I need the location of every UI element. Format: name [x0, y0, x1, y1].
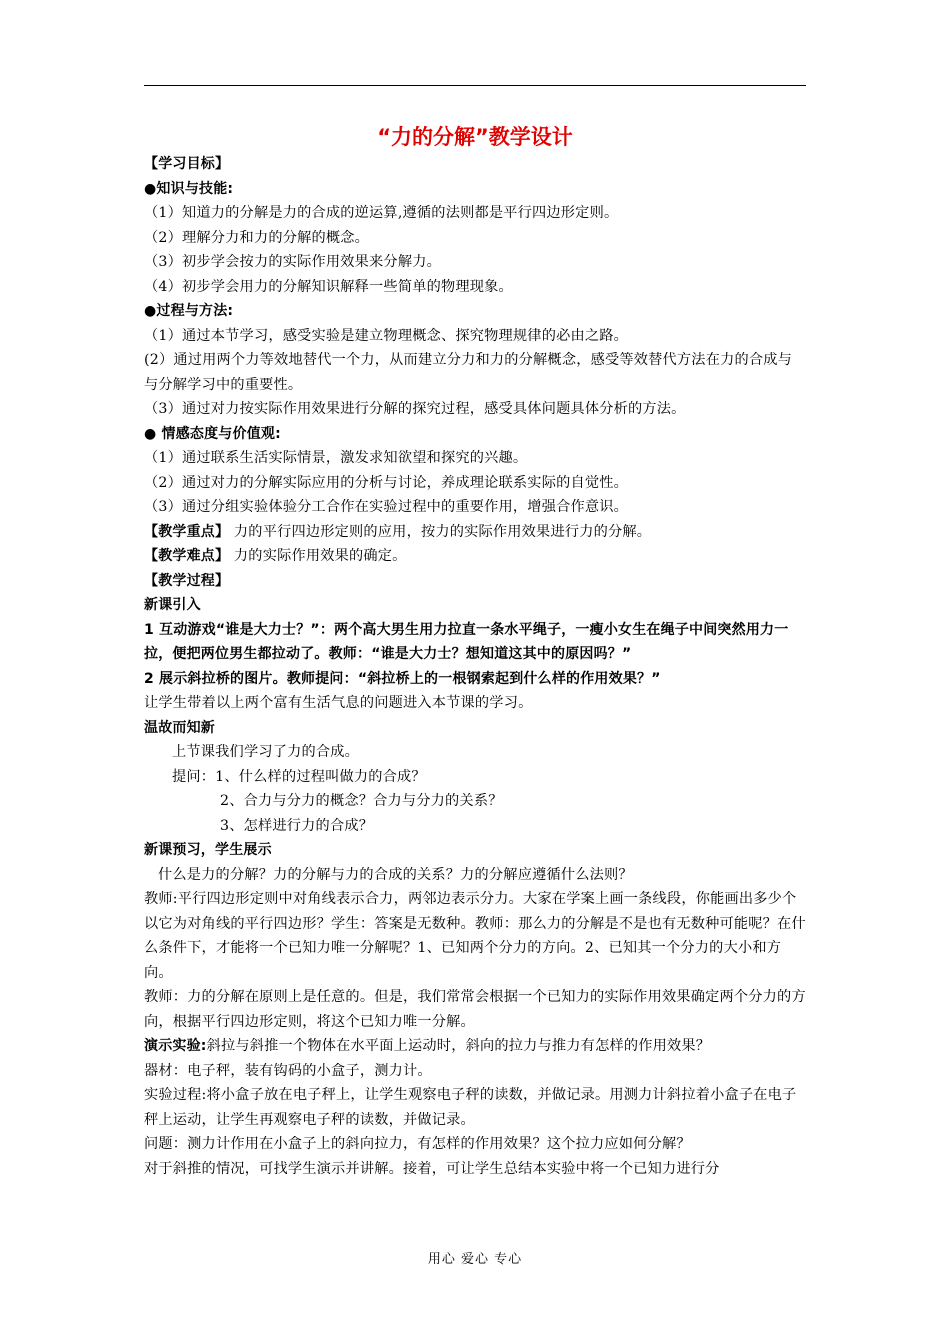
key-point-label: 【教学重点】	[144, 523, 230, 540]
question: 问题：测力计作用在小盒子上的斜向拉力，有怎样的作用效果？这个拉力应如何分解？	[144, 1136, 691, 1152]
preview-heading: 新课预习，学生展示	[144, 842, 272, 858]
demo-experiment	[144, 1034, 806, 1059]
process-item: （1）通过本节学习，感受实验是建立物理概念、探究物理规律的必由之路。	[144, 327, 629, 344]
review-question: 提问：1、什么样的过程叫做力的合成？	[172, 768, 426, 785]
process-item: (2）通过用两个力等效地替代一个力，从而建立分力和力的分解概念，感受等效替代方法在力的合成与与分解学习中的重要性。	[144, 352, 793, 393]
process-item: （3）通过对力按实际作用效果进行分解的探究过程，感受具体问题具体分析的方法。	[144, 401, 686, 417]
emotion-item: （1）通过联系生活实际情景，激发求知欲望和探究的兴趣。	[144, 450, 528, 466]
knowledge-item: （2）理解分力和力的分解的概念。	[144, 229, 370, 246]
demo-label: 演示实验:	[144, 1038, 207, 1054]
intro-item-1: 1 互动游戏“谁是大力士？”：两个高大男生用力拉直一条水平绳子，一瘦小女生在绳子中间突然用力一拉，便把两位男生都拉动了。教师：“谁是大力士？想知道这其中的原因吗？”	[144, 621, 789, 662]
document-body	[144, 122, 806, 1181]
difficulty-label: 【教学难点】	[144, 548, 230, 564]
objectives-heading: 【学习目标】	[144, 156, 230, 172]
experiment-process: 实验过程:将小盒子放在电子秤上，让学生观察电子秤的读数，并做记录。用测力计斜拉着小盒子在电子秤上运动，让学生再观察电子秤的读数，并做记录。	[144, 1087, 797, 1128]
header-rule	[144, 85, 806, 86]
equipment: 器材：电子秤，装有钩码的小盒子，测力计。	[144, 1062, 432, 1079]
intro-text: 让学生带着以上两个富有生活气息的问题进入本节课的学习。	[144, 695, 533, 711]
review-line: 上节课我们学习了力的合成。	[172, 744, 360, 760]
process-heading: ●过程与方法:	[144, 303, 234, 319]
review-question: 3、怎样进行力的合成？	[220, 817, 374, 834]
preview-question: 什么是力的分解？力的分解与力的合成的关系？力的分解应遵循什么法则？	[158, 866, 633, 883]
knowledge-item: （3）初步学会按力的实际作用效果来分解力。	[144, 254, 441, 270]
review-heading: 温故而知新	[144, 719, 215, 736]
emotion-item: （2）通过对力的分解实际应用的分析与讨论，养成理论联系实际的自觉性。	[144, 474, 629, 491]
demo-text: 斜拉与斜推一个物体在水平面上运动时，斜向的拉力与推力有怎样的作用效果？	[206, 1038, 711, 1054]
page-footer: 用心 爱心 专心	[427, 1252, 523, 1267]
teacher-paragraph: 教师:平行四边形定则中对角线表示合力，两邻边表示分力。大家在学案上画一条线段，你能画出多少个以它为对角线的平行四边形？学生：答案是无数种。教师：那么力的分解是不是也有无数种可能呢？在什么条件下，才能将一个已知力唯一分解呢？1、已知两个分力的方向。2、已知其一个分力的大小和方向。	[144, 891, 806, 981]
emotion-item: （3）通过分组实验体验分工合作在实验过程中的重要作用，增强合作意识。	[144, 499, 629, 515]
intro-heading: 新课引入	[144, 597, 201, 613]
knowledge-item: （4）初步学会用力的分解知识解释一些简单的物理现象。	[144, 278, 513, 295]
emotion-heading: ● 情感态度与价值观:	[144, 425, 281, 442]
procedure-heading: 【教学过程】	[144, 572, 230, 589]
review-question: 2、合力与分力的概念？合力与分力的关系？	[220, 793, 503, 809]
teacher-paragraph: 教师：力的分解在原则上是任意的。但是，我们常常会根据一个已知力的实际作用效果确定两个分力的方向，根据平行四边形定则，将这个已知力唯一分解。	[144, 989, 806, 1030]
intro-item-2: 2 展示斜拉桥的图片。教师提问：“斜拉桥上的一根钢索起到什么样的作用效果？”	[144, 670, 661, 687]
knowledge-item: （1）知道力的分解是力的合成的逆运算,遵循的法则都是平行四边形定则。	[144, 205, 619, 221]
difficulty-point	[144, 544, 806, 569]
document-title: “力的分解”教学设计	[377, 125, 573, 149]
key-point-text: 力的平行四边形定则的应用，按力的实际作用效果进行力的分解。	[229, 523, 652, 540]
knowledge-heading: ●知识与技能:	[144, 180, 234, 197]
difficulty-text: 力的实际作用效果的确定。	[229, 548, 407, 564]
key-point	[144, 520, 806, 545]
last-line: 对于斜推的情况，可找学生演示并讲解。接着，可让学生总结本实验中将一个已知力进行分	[144, 1160, 720, 1177]
